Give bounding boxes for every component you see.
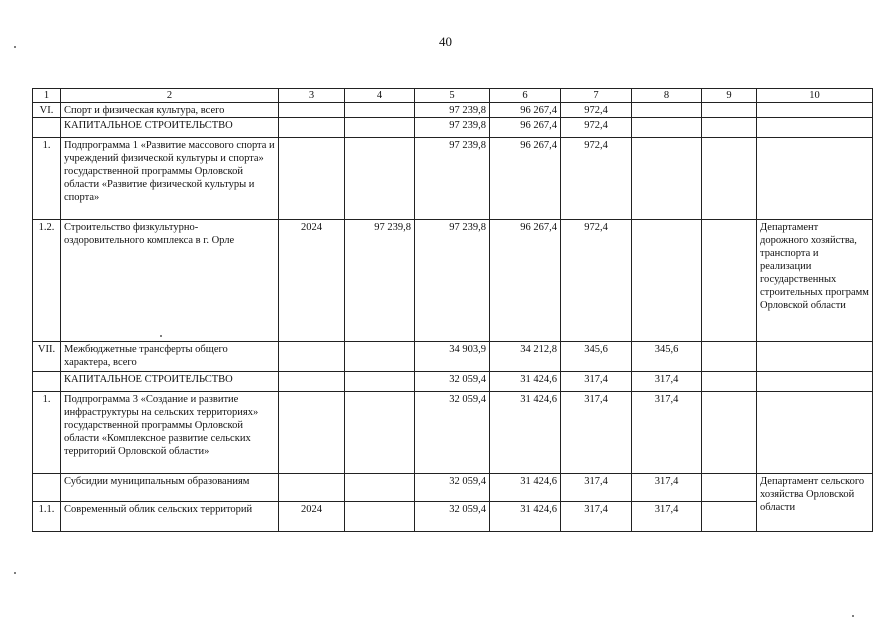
value-cell	[345, 342, 415, 372]
year-cell: 2024	[279, 220, 345, 342]
table-row	[33, 118, 873, 138]
value-cell: 317,4	[561, 392, 632, 474]
value-cell: 345,6	[561, 342, 632, 372]
year-cell	[279, 103, 345, 118]
column-header: 8	[632, 89, 702, 103]
table-row	[33, 474, 873, 502]
responsible-cell	[757, 138, 873, 220]
row-name: Субсидии муниципальным образованиям	[61, 474, 279, 502]
responsible-cell	[757, 342, 873, 372]
value-cell	[702, 342, 757, 372]
row-number	[33, 474, 61, 502]
value-cell: 972,4	[561, 118, 632, 138]
value-cell: 31 424,6	[490, 392, 561, 474]
table-row	[33, 372, 873, 392]
scan-speck	[14, 572, 16, 574]
column-header: 1	[33, 89, 61, 103]
value-cell: 96 267,4	[490, 138, 561, 220]
table-row	[33, 103, 873, 118]
row-name: КАПИТАЛЬНОЕ СТРОИТЕЛЬСТВО	[61, 118, 279, 138]
value-cell	[702, 474, 757, 502]
table-row	[33, 392, 873, 474]
value-cell: 972,4	[561, 220, 632, 342]
value-cell	[345, 103, 415, 118]
column-header: 10	[757, 89, 873, 103]
value-cell	[702, 502, 757, 532]
year-cell	[279, 342, 345, 372]
value-cell: 96 267,4	[490, 118, 561, 138]
row-number: 1.	[33, 138, 61, 220]
responsible-cell	[757, 118, 873, 138]
value-cell	[702, 220, 757, 342]
value-cell	[345, 372, 415, 392]
year-cell: 2024	[279, 502, 345, 532]
row-number: 1.1.	[33, 502, 61, 532]
value-cell: 317,4	[561, 372, 632, 392]
header-row	[33, 89, 873, 103]
row-number	[33, 372, 61, 392]
row-number: VI.	[33, 103, 61, 118]
value-cell: 972,4	[561, 103, 632, 118]
column-header: 6	[490, 89, 561, 103]
page-number: 40	[439, 34, 452, 49]
value-cell: 97 239,8	[415, 118, 490, 138]
value-cell	[702, 138, 757, 220]
value-cell	[345, 392, 415, 474]
row-name: Строительство физкультурно-оздоровительного комплекса в г. Орле	[61, 220, 279, 342]
responsible-cell	[757, 372, 873, 392]
value-cell	[702, 103, 757, 118]
row-number: VII.	[33, 342, 61, 372]
value-cell: 317,4	[561, 502, 632, 532]
scan-speck	[852, 615, 854, 617]
row-name: Современный облик сельских территорий	[61, 502, 279, 532]
row-name: Межбюджетные трансферты общего характера, всего	[61, 342, 279, 372]
year-cell	[279, 474, 345, 502]
value-cell	[632, 220, 702, 342]
column-header: 4	[345, 89, 415, 103]
value-cell: 31 424,6	[490, 474, 561, 502]
column-header: 2	[61, 89, 279, 103]
row-number: 1.2.	[33, 220, 61, 342]
value-cell: 317,4	[561, 474, 632, 502]
responsible-cell	[757, 392, 873, 474]
value-cell: 345,6	[632, 342, 702, 372]
scan-speck	[14, 46, 16, 48]
value-cell: 317,4	[632, 372, 702, 392]
scan-speck	[160, 335, 162, 337]
row-name: Спорт и физическая культура, всего	[61, 103, 279, 118]
row-name: Подпрограмма 3 «Создание и развитие инфраструктуры на сельских территориях» государственной программы Орловской области «Комплексное развитие сельских территорий Орловской области»	[61, 392, 279, 474]
value-cell	[632, 118, 702, 138]
value-cell	[345, 118, 415, 138]
year-cell	[279, 138, 345, 220]
value-cell: 97 239,8	[415, 220, 490, 342]
row-number: 1.	[33, 392, 61, 474]
value-cell	[345, 502, 415, 532]
value-cell: 97 239,8	[345, 220, 415, 342]
row-name: КАПИТАЛЬНОЕ СТРОИТЕЛЬСТВО	[61, 372, 279, 392]
column-header: 5	[415, 89, 490, 103]
value-cell: 317,4	[632, 474, 702, 502]
value-cell: 34 903,9	[415, 342, 490, 372]
value-cell: 317,4	[632, 502, 702, 532]
table-row	[33, 220, 873, 342]
value-cell: 317,4	[632, 392, 702, 474]
column-header: 7	[561, 89, 632, 103]
row-number	[33, 118, 61, 138]
year-cell	[279, 118, 345, 138]
value-cell: 97 239,8	[415, 103, 490, 118]
value-cell: 972,4	[561, 138, 632, 220]
value-cell: 32 059,4	[415, 392, 490, 474]
year-cell	[279, 392, 345, 474]
value-cell	[345, 138, 415, 220]
value-cell: 34 212,8	[490, 342, 561, 372]
value-cell: 31 424,6	[490, 502, 561, 532]
value-cell: 32 059,4	[415, 502, 490, 532]
table-row	[33, 342, 873, 372]
value-cell	[702, 392, 757, 474]
value-cell: 32 059,4	[415, 372, 490, 392]
table-row	[33, 138, 873, 220]
value-cell: 96 267,4	[490, 103, 561, 118]
responsible-cell: Департамент дорожного хозяйства, транспорта и реализации государственных строительных программ Орловской области	[757, 220, 873, 342]
value-cell: 32 059,4	[415, 474, 490, 502]
value-cell	[632, 138, 702, 220]
value-cell	[345, 474, 415, 502]
value-cell	[632, 103, 702, 118]
budget-table	[32, 88, 873, 532]
column-header: 3	[279, 89, 345, 103]
value-cell	[702, 118, 757, 138]
column-header: 9	[702, 89, 757, 103]
responsible-cell	[757, 103, 873, 118]
row-name: Подпрограмма 1 «Развитие массового спорта и учреждений физической культуры и спорта» государственной программы Орловской области «Развитие физической культуры и спорта»	[61, 138, 279, 220]
table-row	[33, 502, 873, 532]
value-cell: 31 424,6	[490, 372, 561, 392]
value-cell: 96 267,4	[490, 220, 561, 342]
responsible-cell: Департамент сельского хозяйства Орловской области	[757, 474, 873, 532]
value-cell: 97 239,8	[415, 138, 490, 220]
value-cell	[702, 372, 757, 392]
year-cell	[279, 372, 345, 392]
